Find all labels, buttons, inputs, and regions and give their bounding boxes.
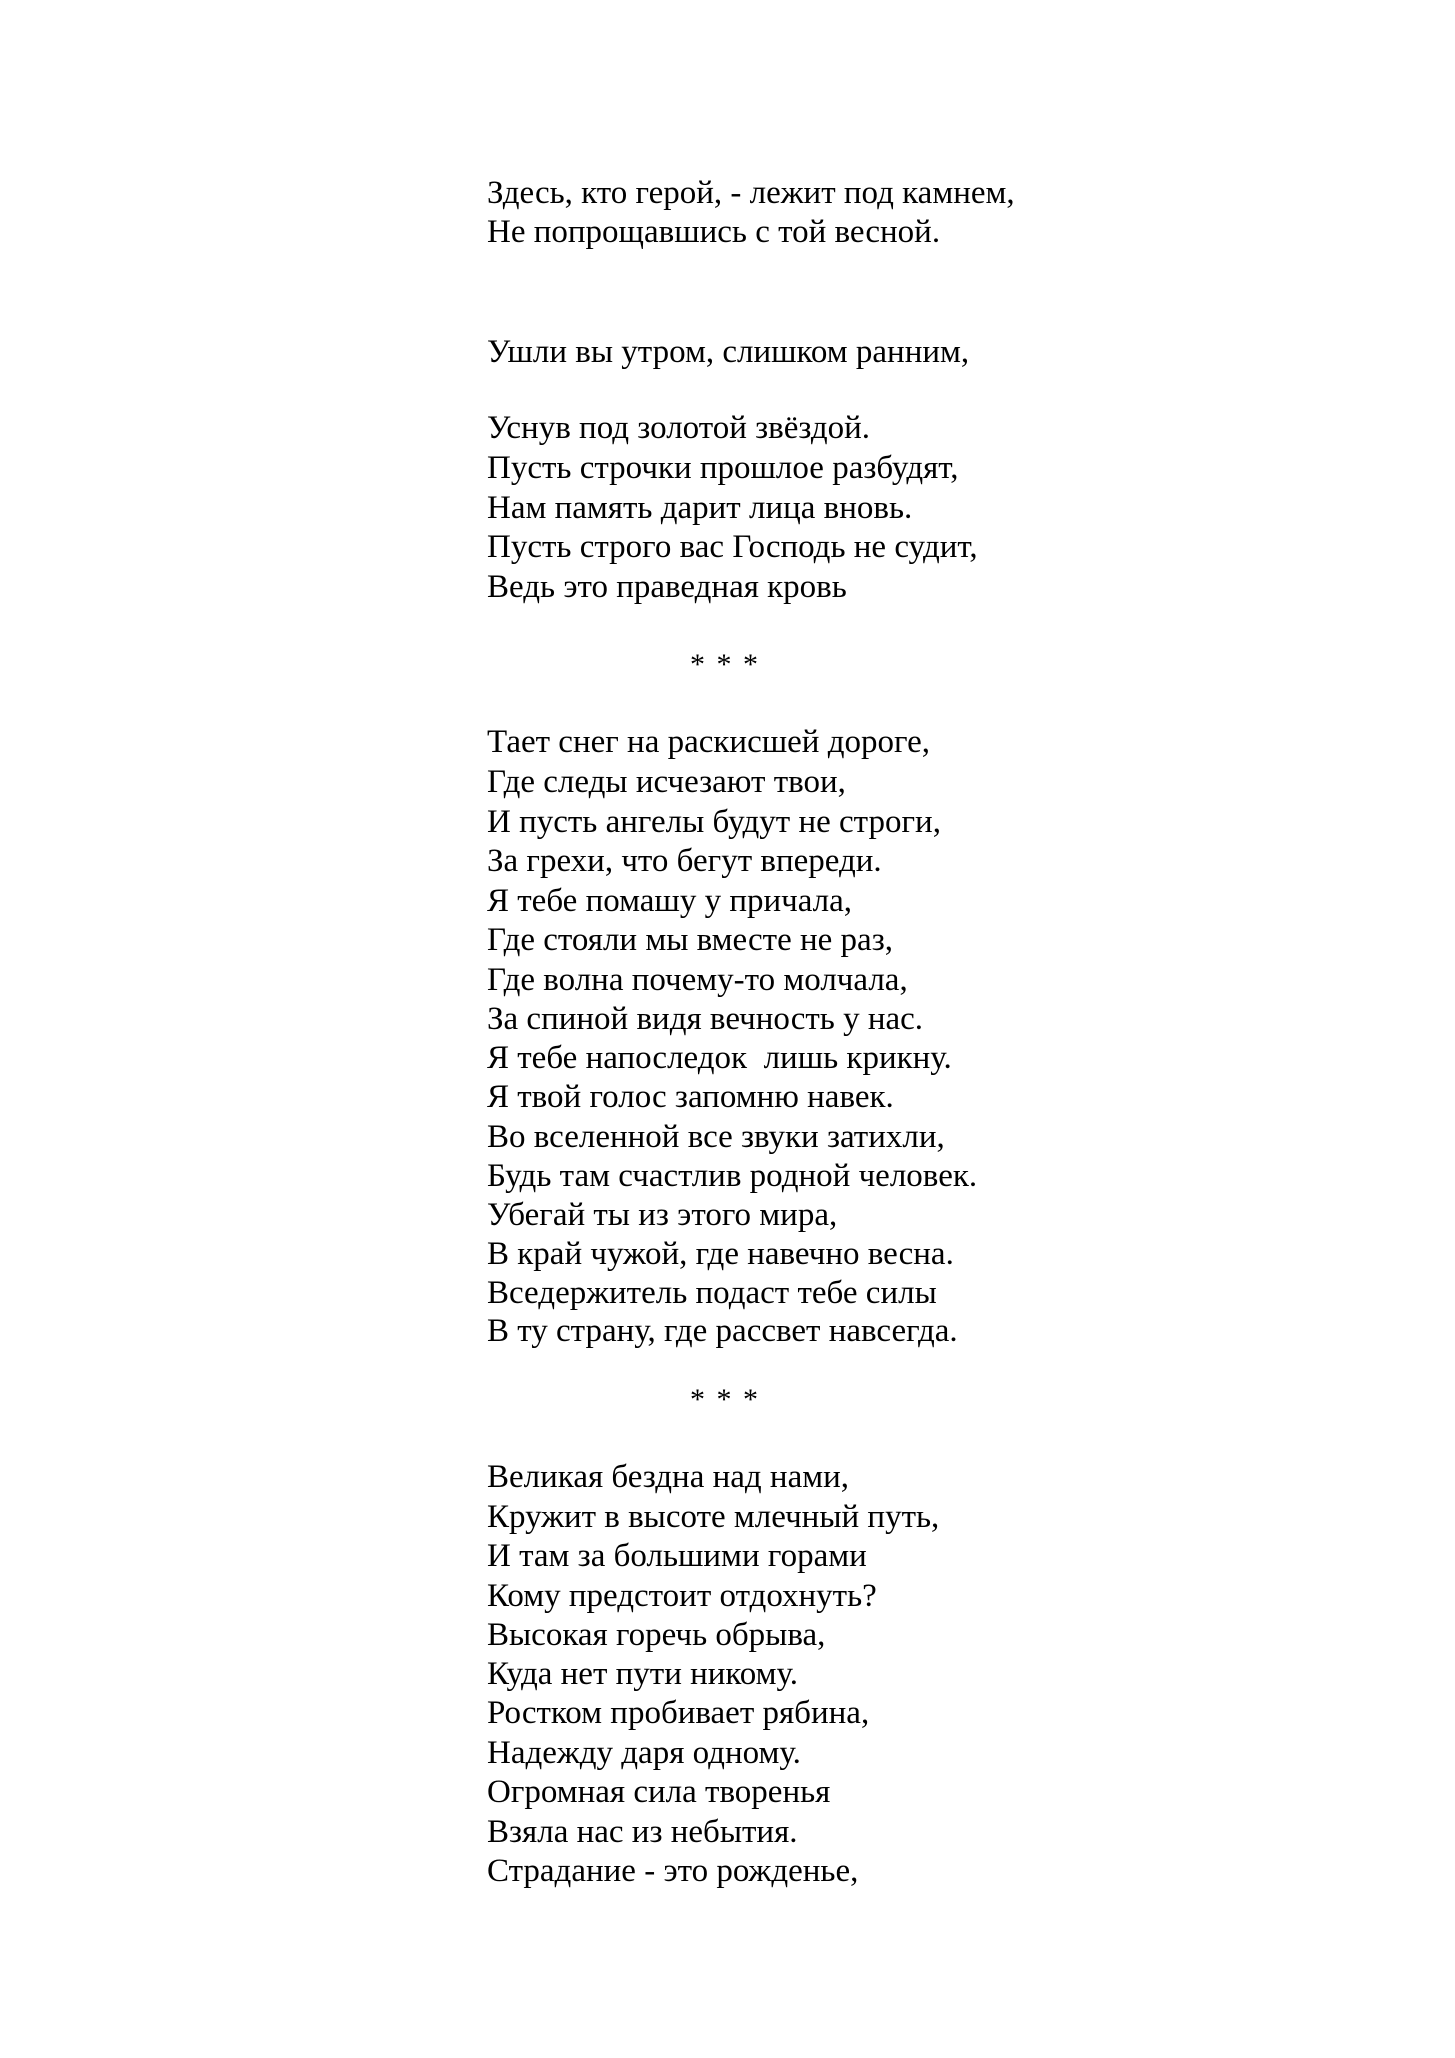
poem-line: Где волна почему-то молчала, xyxy=(487,962,908,998)
poem-line: Тает снег на раскисшей дороге, xyxy=(487,724,930,760)
poem-line: Ушли вы утром, слишком ранним, xyxy=(487,334,970,370)
poem-line: Пусть строчки прошлое разбудят, xyxy=(487,450,959,486)
poem-line: Где следы исчезают твои, xyxy=(487,764,846,800)
poem-line: Не попрощавшись с той весной. xyxy=(487,214,941,250)
poem-line: Ростком пробивает рябина, xyxy=(487,1695,870,1731)
poem-line: Убегай ты из этого мира, xyxy=(487,1197,838,1233)
section-separator: * * * xyxy=(690,648,760,681)
poem-line: За спиной видя вечность у нас. xyxy=(487,1001,924,1037)
poem-line: Я тебе напоследок лишь крикну. xyxy=(487,1040,952,1076)
poem-line: Я твой голос запомню навек. xyxy=(487,1079,894,1115)
poem-line: Надежду даря одному. xyxy=(487,1735,801,1771)
poem-line: Здесь, кто герой, - лежит под камнем, xyxy=(487,175,1015,211)
poem-line: В ту страну, где рассвет навсегда. xyxy=(487,1313,958,1349)
poem-line: И там за большими горами xyxy=(487,1538,867,1574)
poem-line: И пусть ангелы будут не строги, xyxy=(487,804,941,840)
poem-line: Огромная сила творенья xyxy=(487,1774,831,1810)
poem-line: За грехи, что бегут впереди. xyxy=(487,843,882,879)
poem-line: Пусть строго вас Господь не судит, xyxy=(487,529,978,565)
poem-line: Куда нет пути никому. xyxy=(487,1656,798,1692)
poem-line: Нам память дарит лица вновь. xyxy=(487,490,913,526)
poem-line: Уснув под золотой звёздой. xyxy=(487,410,871,446)
poem-line: Вседержитель подаст тебе силы xyxy=(487,1275,937,1311)
poem-line: Высокая горечь обрыва, xyxy=(487,1617,826,1653)
poem-line: Будь там счастлив родной человек. xyxy=(487,1158,978,1194)
poem-line: Страдание - это рожденье, xyxy=(487,1853,859,1889)
poem-line: Великая бездна над нами, xyxy=(487,1459,850,1495)
poem-line: Взяла нас из небытия. xyxy=(487,1814,798,1850)
poem-line: В край чужой, где навечно весна. xyxy=(487,1236,954,1272)
poem-line: Кому предстоит отдохнуть? xyxy=(487,1578,877,1614)
poem-line: Я тебе помашу у причала, xyxy=(487,883,853,919)
poem-line: Ведь это праведная кровь xyxy=(487,569,847,605)
poem-line: Где стояли мы вместе не раз, xyxy=(487,922,893,958)
poem-line: Кружит в высоте млечный путь, xyxy=(487,1499,940,1535)
section-separator: * * * xyxy=(690,1383,760,1416)
poem-line: Во вселенной все звуки затихли, xyxy=(487,1119,945,1155)
